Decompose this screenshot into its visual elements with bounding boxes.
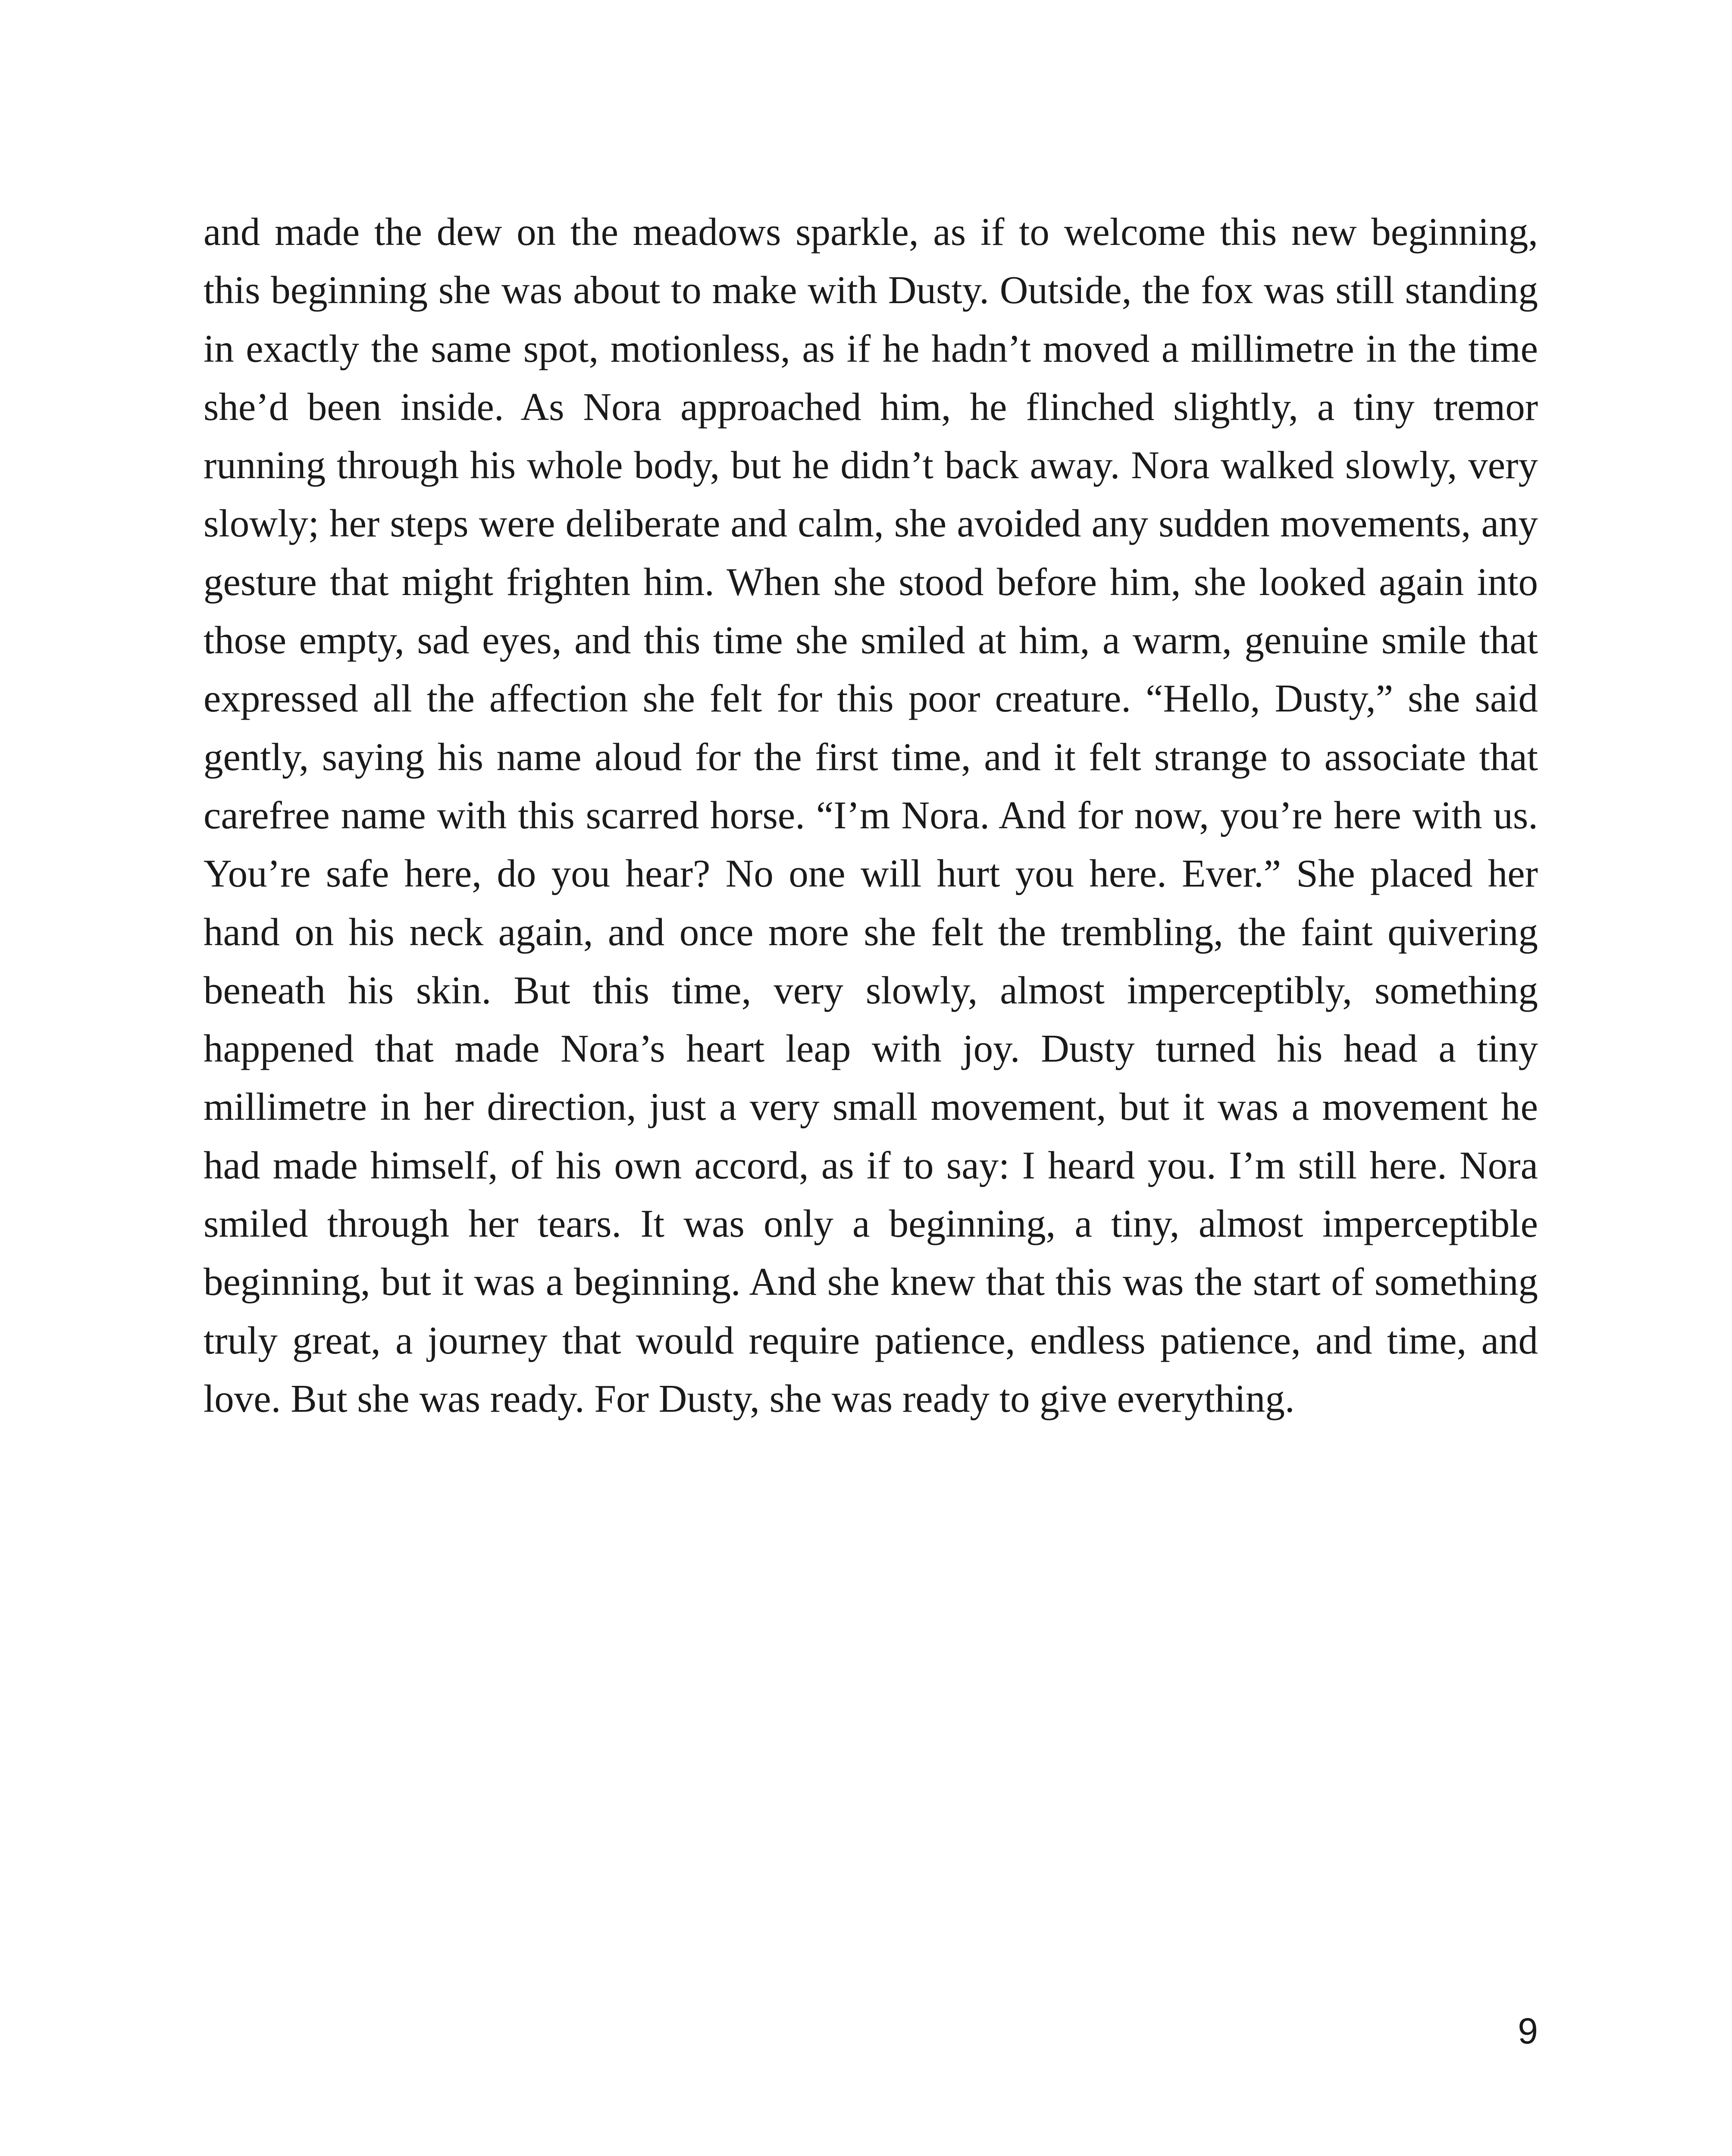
body-paragraph: and made the dew on the meadows sparkle, as if to welcome this new beginning, this beginning she was about to make with Dusty. Outside, the fox was still standing in exactly the same spot, motionless, as if he hadn’t moved a millimetre in the time she’d been inside. As Nora approached him, he flinched slightly, a tiny tremor running through his whole body, but he didn’t back away. Nora walked slowly, very slowly; her steps were deliberate and calm, she avoided any sudden movements, any gesture that might frighten him. When she stood before him, she looked again into those empty, sad eyes, and this time she smiled at him, a warm, genuine smile that expressed all the affection she felt for this poor creature. “Hello, Dusty,” she said gently, saying his name aloud for the first time, and it felt strange to associate that carefree name with this scarred horse. “I’m Nora. And for now, you’re here with us. You’re safe here, do you hear? No one will hurt you here. Ever.” She placed her hand on his neck again, and once more she felt the trembling, the faint quivering beneath his skin. But this time, very slowly, almost imperceptibly, something happened that made Nora’s heart leap with joy. Dusty turned his head a tiny millimetre in her direction, just a very small movement, but it was a movement he had made himself, of his own accord, as if to say: I heard you. I’m still here. Nora smiled through her tears. It was only a beginning, a tiny, almost imperceptible beginning, but it was a beginning. And she knew that this was the start of something truly great, a journey that would require patience, endless patience, and time, and love. But she was ready. For Dusty, she was ready to give everything. [204,210,1538,1420]
page-number: 9 [1518,2011,1538,2051]
